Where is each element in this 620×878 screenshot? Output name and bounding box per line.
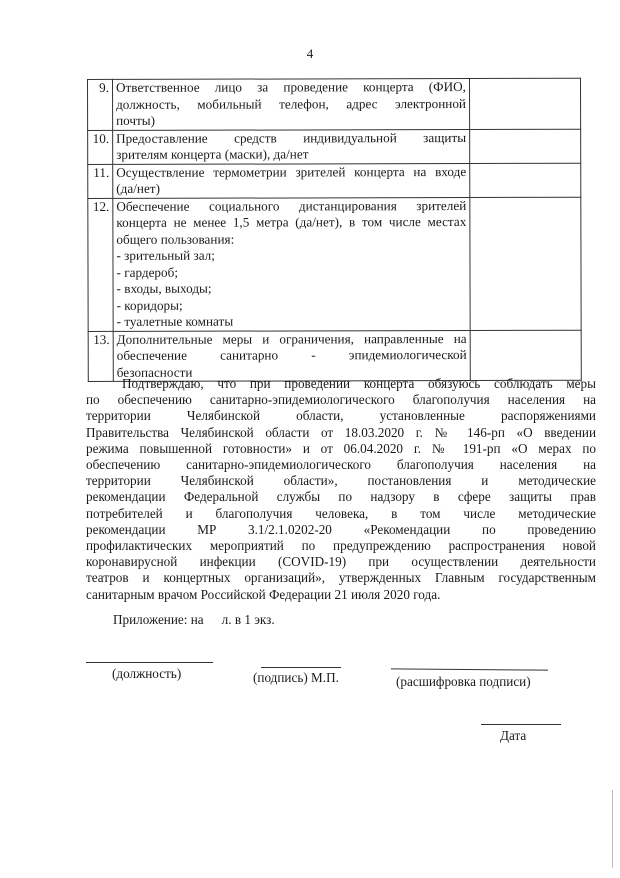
row-description-line: почты) [116, 112, 156, 128]
row-number: 10. [88, 130, 113, 164]
decryption-signature-line [391, 668, 548, 670]
confirmation-line: коронавирусной инфекции (COVID-19) при осуществлении деятельности [86, 554, 596, 570]
row-value-cell[interactable] [470, 197, 581, 330]
confirmation-line: по обеспечению санитарно-эпидемиологического благополучия населения на [86, 392, 596, 408]
row-description-line: обеспечение санитарно - эпидемиологической [116, 347, 467, 363]
row-description-line: Ответственное лицо за проведение концерта (ФИО, [115, 79, 466, 95]
row-value-cell[interactable] [469, 78, 580, 129]
decryption-label: (расшифровка подписи) [396, 674, 531, 689]
confirmation-line: рекомендации Федеральной службы по надзору в сфере защиты прав [86, 489, 596, 505]
confirmation-line: санитарным врачом Российской Федерации 21 июля 2020 года. [86, 586, 441, 602]
row-description-line: зрителям концерта (маски), да/нет [116, 146, 309, 162]
confirmation-line: режима повышенной готовности» и от 06.04.2020 г. № 191-рп «О мерах по [86, 440, 596, 456]
row-description [113, 197, 470, 331]
table-row [88, 197, 581, 331]
confirmation-line: театров и концертных организаций», утвержденных Главным государственным [86, 570, 596, 586]
table-row [88, 78, 581, 130]
row-description-line: - входы, выходы; [116, 280, 212, 296]
page-number: 4 [306, 46, 314, 61]
position-signature-line [86, 662, 213, 663]
row-description-line: должность, мобильный телефон, адрес электронной [116, 95, 467, 112]
table-row [88, 330, 581, 382]
signature-line [261, 667, 341, 668]
confirmation-line: Правительства Челябинской области от 18.03.2020 г. № 146-рп «О введении [86, 424, 596, 440]
confirmation-line: Подтверждаю, что при проведении концерта обязуюсь соблюдать меры [122, 376, 596, 391]
row-description-line: - коридоры; [116, 297, 183, 313]
row-value-cell[interactable] [470, 129, 581, 163]
row-value-cell[interactable] [470, 163, 581, 197]
row-description-line: Осуществление термометрии зрителей концерта на входе [116, 163, 467, 180]
row-description-line: - гардероб; [116, 264, 179, 280]
row-number: 11. [88, 164, 113, 198]
attachment-line [113, 612, 275, 628]
row-description [113, 330, 470, 381]
row-number: 13. [88, 331, 113, 382]
confirmation-paragraph [86, 376, 596, 603]
table-row [88, 129, 581, 164]
row-description-line: концерта не менее 1,5 метра (да/нет), в том числе местах [116, 214, 467, 230]
date-label: Дата [500, 728, 527, 743]
signature-label: (подпись) М.П. [253, 670, 339, 685]
row-description [112, 78, 469, 129]
row-description-line: - туалетные комнаты [116, 313, 234, 329]
position-label: (должность) [112, 666, 182, 681]
table-row [88, 163, 581, 198]
row-description-line: Предоставление средств индивидуальной защиты [116, 129, 467, 146]
confirmation-line: потребителей и благополучия человека, в том числе методические [86, 505, 596, 521]
row-description-line: Обеспечение социального дистанцирования зрителей [116, 197, 467, 214]
row-description [113, 129, 470, 164]
row-description-line: Дополнительные меры и ограничения, направленные на [116, 330, 467, 347]
row-description-line: - зрительный зал; [116, 247, 215, 263]
requirements-table [87, 78, 582, 382]
row-description-line: (да/нет) [116, 180, 160, 196]
confirmation-line: обеспечению санитарно-эпидемиологического благополучия населения на [86, 457, 596, 473]
attachment-suffix: л. в 1 экз. [221, 612, 275, 627]
attachment-prefix: Приложение: на [113, 612, 204, 627]
scan-artifact [612, 790, 613, 868]
confirmation-line: территории Челябинской области, установленные распоряжениями [86, 408, 596, 424]
confirmation-line: территории Челябинской области», постановления и методические [86, 473, 596, 489]
row-description-line: безопасности [116, 364, 193, 380]
row-value-cell[interactable] [470, 330, 581, 381]
date-line [481, 724, 561, 725]
row-number: 12. [88, 198, 113, 331]
row-description-line: общего пользования: [116, 231, 235, 247]
confirmation-line: профилактических мероприятий по предупреждению распространения новой [86, 538, 596, 554]
row-number: 9. [88, 79, 113, 130]
row-description [113, 163, 470, 198]
confirmation-line: рекомендации МР 3.1/2.1.0202-20 «Рекомендации по проведению [86, 521, 596, 537]
